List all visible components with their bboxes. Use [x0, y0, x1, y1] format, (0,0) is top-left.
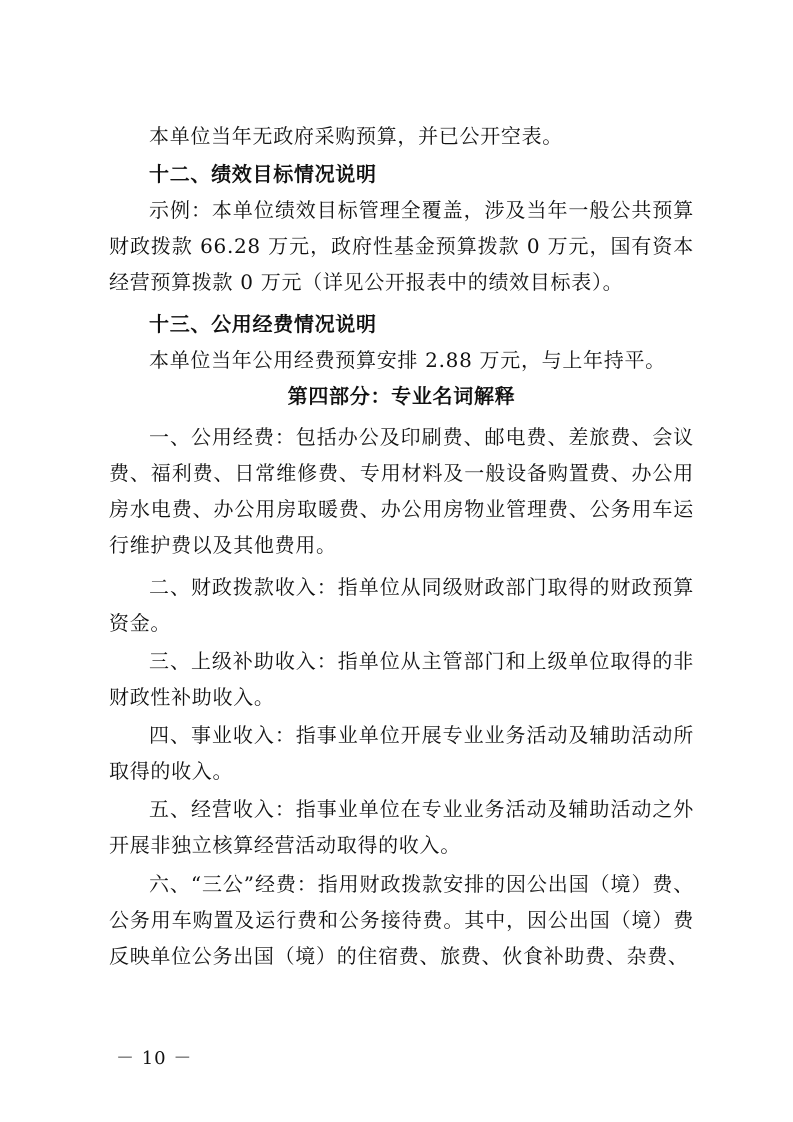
- glossary-paragraph: 一、公用经费：包括办公及印刷费、邮电费、差旅费、会议费、福利费、日常维修费、专用材料及一般设备购置费、办公用房水电费、办公用房取暖费、办公用房物业管理费、公务用车运行维护费以及其他费用。: [109, 425, 694, 557]
- glossary-item: [109, 419, 694, 563]
- performance-paragraph: 示例：本单位绩效目标管理全覆盖，涉及当年一般公共预算财政拨款 66.28 万元，政府性基金预算拨款 0 万元，国有资本经营预算拨款 0 万元（详见公开报表中的绩效目标表）。: [109, 198, 694, 294]
- glossary-item: [109, 791, 694, 863]
- public-funds-heading: 十三、公用经费情况说明: [149, 312, 377, 336]
- procurement-section: [109, 118, 694, 154]
- procurement-paragraph: 本单位当年无政府采购预算，并已公开空表。: [149, 124, 563, 148]
- glossary-item: [109, 643, 694, 715]
- glossary-paragraph: 六、“三公”经费：指用财政拨款安排的因公出国（境）费、公务用车购置及运行费和公务接待费。其中，因公出国（境）费反映单位公务出国（境）的住宿费、旅费、伙食补助费、杂费、: [109, 872, 694, 968]
- glossary-paragraph: 四、事业收入：指事业单位开展专业业务活动及辅助活动所取得的收入。: [109, 723, 694, 783]
- public-funds-paragraph: 本单位当年公用经费预算安排 2.88 万元，与上年持平。: [149, 348, 666, 372]
- performance-heading: 十二、绩效目标情况说明: [149, 162, 377, 186]
- glossary-item: [109, 717, 694, 789]
- glossary-item: [109, 866, 694, 974]
- glossary-item: [109, 569, 694, 641]
- glossary-paragraph: 二、财政拨款收入：指单位从同级财政部门取得的财政预算资金。: [109, 575, 694, 635]
- page-number: － 10 －: [116, 1048, 193, 1069]
- glossary-paragraph: 三、上级补助收入：指单位从主管部门和上级单位取得的非财政性补助收入。: [109, 649, 694, 709]
- part-four-title: 第四部分：专业名词解释: [287, 384, 516, 408]
- glossary-paragraph: 五、经营收入：指事业单位在专业业务活动及辅助活动之外开展非独立核算经营活动取得的收入。: [109, 797, 694, 857]
- performance-section: [109, 156, 694, 300]
- public-funds-section: [109, 306, 694, 378]
